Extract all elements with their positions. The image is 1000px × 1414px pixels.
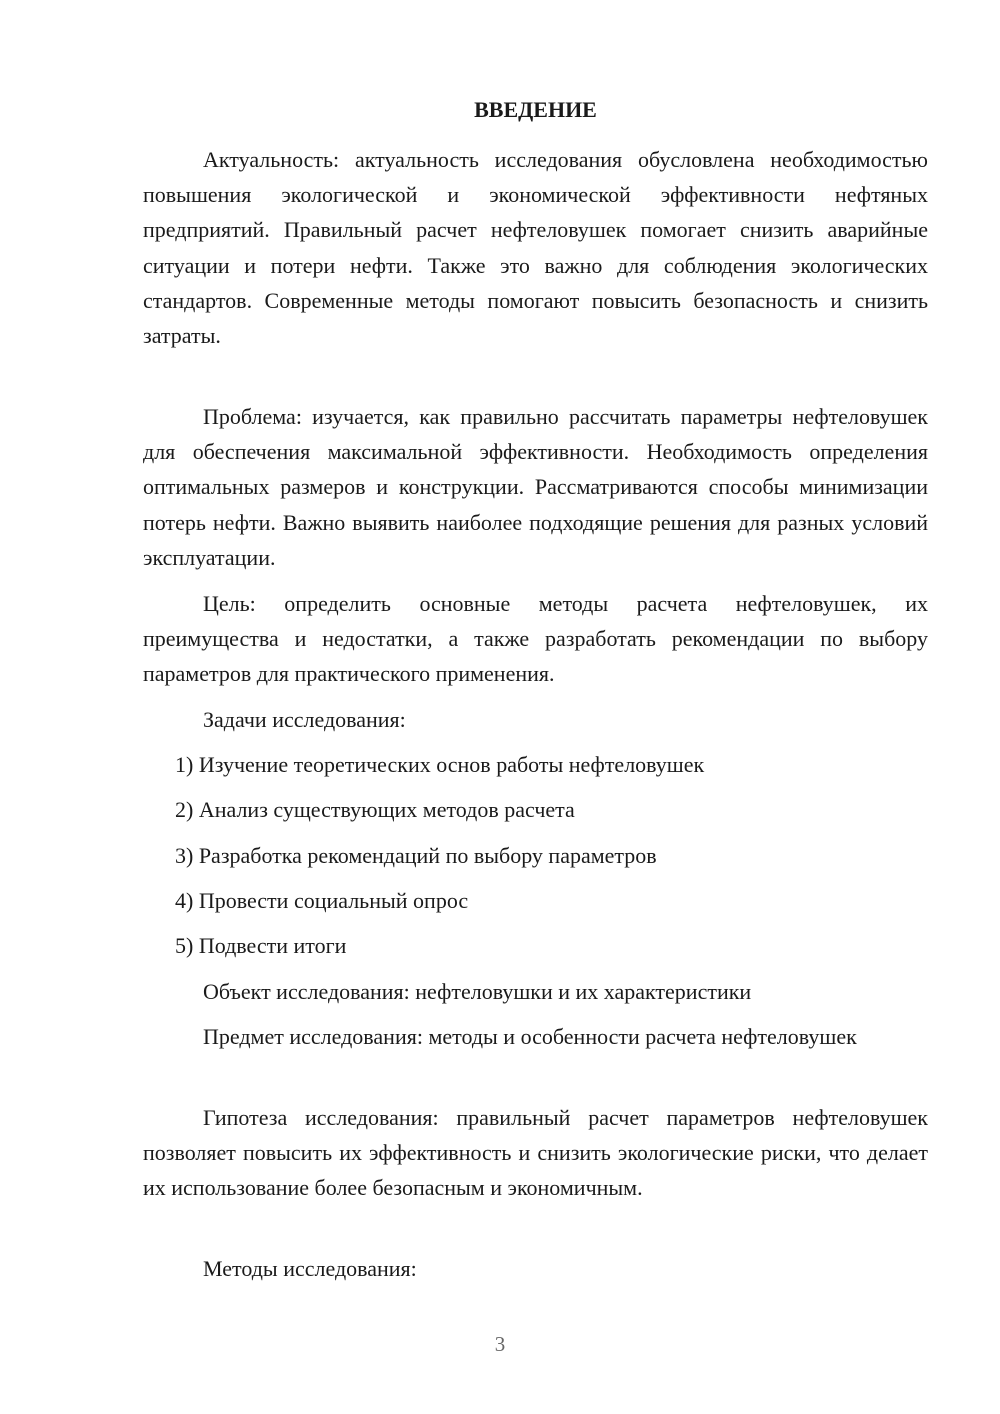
- task-item-5: 5) Подвести итоги: [175, 933, 347, 958]
- hypothesis-paragraph: Гипотеза исследования: правильный расчет параметров нефтеловушек позволяет повысить их эффективность и снизить экологические риски, что делает их использование более безопасным и экономичным.: [143, 1105, 928, 1201]
- object-block: [143, 974, 928, 1009]
- task-item-4-block: [143, 883, 928, 918]
- tasks-heading: Задачи исследования:: [203, 707, 406, 732]
- methods-heading: Методы исследования:: [203, 1256, 417, 1281]
- problem-block: [143, 399, 928, 575]
- task-item-4: 4) Провести социальный опрос: [175, 888, 469, 913]
- hypothesis-block: [143, 1100, 928, 1206]
- relevance-paragraph: Актуальность: актуальность исследования обусловлена необходимостью повышения экологической и экономической эффективности нефтяных предприятий. Правильный расчет нефтеловушек помогает снизить аварийные ситуации и потери нефти. Также это важно для соблюдения экологических стандартов. Современные методы помогают повысить безопасность и снизить затраты.: [143, 147, 928, 349]
- task-item-2-block: [143, 792, 928, 827]
- relevance-block: [143, 142, 928, 353]
- task-item-3-block: [143, 838, 928, 873]
- task-item-5-block: [143, 928, 928, 963]
- tasks-heading-block: [143, 702, 928, 737]
- goal-paragraph: Цель: определить основные методы расчета нефтеловушек, их преимущества и недостатки, а также разработать рекомендации по выбору параметров для практического применения.: [143, 591, 928, 687]
- goal-block: [143, 586, 928, 692]
- subject-block: [143, 1019, 928, 1054]
- methods-heading-block: [143, 1251, 928, 1286]
- object-paragraph: Объект исследования: нефтеловушки и их характеристики: [203, 979, 752, 1004]
- task-item-2: 2) Анализ существующих методов расчета: [175, 797, 575, 822]
- task-item-3: 3) Разработка рекомендаций по выбору параметров: [175, 843, 657, 868]
- task-item-1-block: [143, 747, 928, 782]
- subject-paragraph: Предмет исследования: методы и особенности расчета нефтеловушек: [203, 1024, 857, 1049]
- problem-paragraph: Проблема: изучается, как правильно рассчитать параметры нефтеловушек для обеспечения максимальной эффективности. Необходимость определения оптимальных размеров и конструкции. Рассматриваются способы минимизации потерь нефти. Важно выявить наиболее подходящие решения для разных условий эксплуатации.: [143, 404, 928, 570]
- task-item-1: 1) Изучение теоретических основ работы нефтеловушек: [175, 752, 705, 777]
- page-number: 3: [494, 1332, 506, 1356]
- section-title: ВВЕДЕНИЕ: [474, 97, 597, 122]
